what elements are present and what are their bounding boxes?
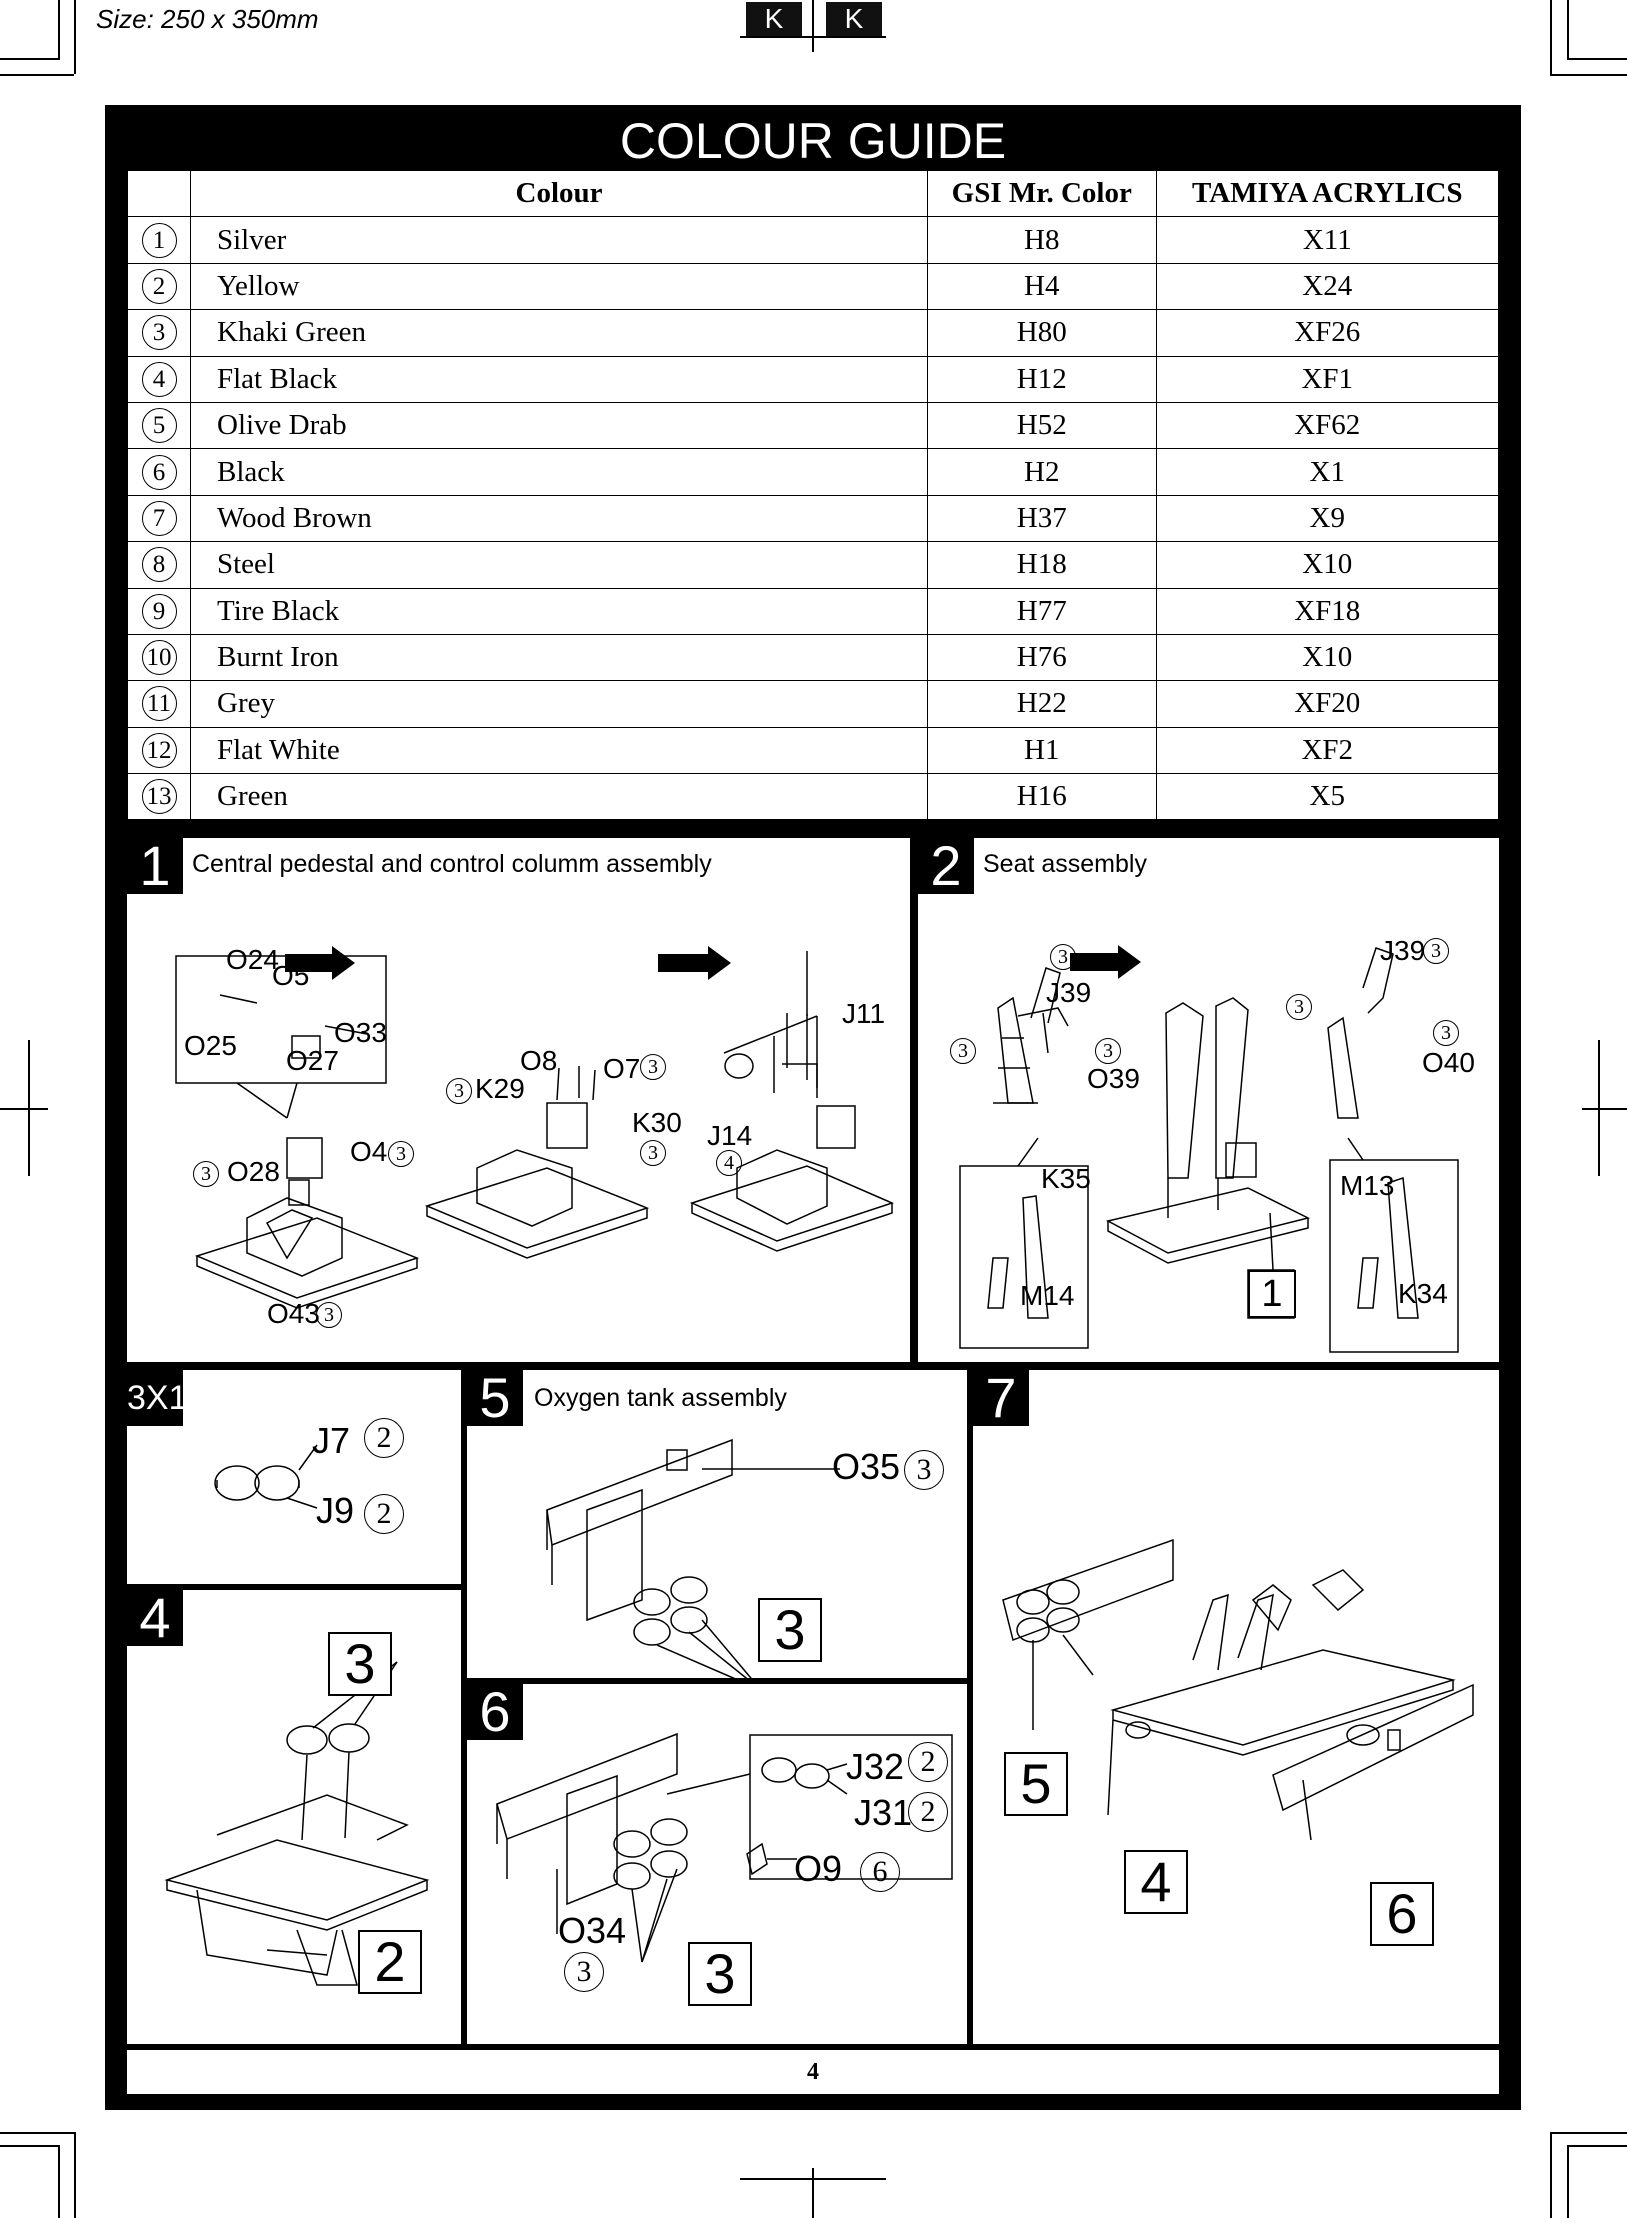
num-cell [128,774,191,820]
part-label: O33 [334,1017,387,1048]
k-badge: K [826,2,882,36]
colour-number-badge: 2 [142,269,177,304]
colour-number-badge: 1 [142,223,177,258]
part-label: O24 [226,944,279,975]
part-label: M13 [1340,1170,1395,1201]
color-ref-badge: 3 [1423,938,1449,964]
color-ref-badge: 2 [364,1494,404,1534]
part-label: O39 [1087,1063,1140,1094]
step-3-diagram [127,1370,461,1584]
colour-number-badge: 6 [142,455,177,490]
colour-number-badge: 7 [142,501,177,536]
step-5-diagram [467,1370,967,1678]
part-label: K34 [1398,1278,1448,1309]
gsi-code-cell: H22 [928,681,1157,727]
part-label: O35 [832,1446,901,1487]
colour-name-cell: Green [191,774,928,820]
tamiya-code-cell: XF1 [1156,356,1498,402]
gsi-header: GSI Mr. Color [928,171,1157,217]
color-ref-badge: 3 [1050,944,1076,970]
colour-name-cell: Wood Brown [191,495,928,541]
step-ref-box: 2 [358,1930,422,1994]
tamiya-code-cell: X11 [1156,217,1498,263]
tamiya-code-cell: XF62 [1156,402,1498,448]
crop-mark [1567,0,1569,58]
colour-number-badge: 9 [142,594,177,629]
crop-mark [1582,1108,1627,1110]
part-label: J9 [316,1490,355,1531]
colour-guide-table [127,170,1499,820]
part-label: O25 [184,1030,237,1061]
color-ref-badge: 3 [193,1161,219,1187]
colour-header: Colour [191,171,928,217]
part-label: O7 [603,1053,641,1084]
color-ref-badge: 3 [1286,994,1312,1020]
colour-number-badge: 11 [142,686,177,721]
color-ref-badge: 3 [446,1078,472,1104]
color-ref-badge: 2 [908,1742,948,1782]
crop-mark [74,0,76,74]
step-4-number: 4 [127,1590,183,1646]
colour-name-cell: Tire Black [191,588,928,634]
k-badge: K [746,2,802,36]
step-5-number: 5 [467,1370,523,1426]
part-label: O8 [520,1045,558,1076]
colour-name-cell: Silver [191,217,928,263]
num-cell [128,356,191,402]
gsi-code-cell: H37 [928,495,1157,541]
gsi-code-cell: H52 [928,402,1157,448]
part-label: O40 [1422,1047,1475,1078]
part-label: J39 [1046,977,1092,1008]
crop-mark [74,2132,76,2218]
num-header [128,171,191,217]
num-cell [128,449,191,495]
tamiya-code-cell: X5 [1156,774,1498,820]
table-row [128,588,1499,634]
part-label: K29 [475,1073,525,1104]
crop-mark [1550,0,1552,74]
crop-mark [0,1108,48,1110]
part-label: J7 [312,1420,351,1461]
part-label: O4 [350,1136,388,1167]
colour-number-badge: 12 [142,733,177,768]
tamiya-code-cell: X9 [1156,495,1498,541]
part-label: O34 [558,1910,627,1951]
crop-mark [812,2168,814,2218]
table-row [128,402,1499,448]
colour-number-badge: 8 [142,547,177,582]
crop-mark [28,1040,30,1176]
color-ref-badge: 3 [640,1054,666,1080]
crop-mark [0,58,60,60]
num-cell [128,681,191,727]
part-label: J39 [1380,935,1426,966]
tamiya-code-cell: X1 [1156,449,1498,495]
part-label: O27 [286,1045,339,1076]
color-ref-badge: 3 [564,1952,604,1992]
crop-mark [0,2132,74,2134]
tamiya-code-cell: X10 [1156,542,1498,588]
gsi-code-cell: H76 [928,634,1157,680]
color-ref-badge: 3 [1095,1038,1121,1064]
part-label: O28 [227,1156,280,1187]
colour-name-cell: Black [191,449,928,495]
crop-mark [812,0,814,52]
crop-mark [1550,74,1627,76]
step-ref-box: 4 [1124,1850,1188,1914]
step-5-title: Oxygen tank assembly [534,1384,787,1412]
tamiya-code-cell: XF18 [1156,588,1498,634]
colour-name-cell: Burnt Iron [191,634,928,680]
part-label: O9 [794,1848,843,1889]
gsi-code-cell: H16 [928,774,1157,820]
colour-name-cell: Flat Black [191,356,928,402]
colour-guide-title: COLOUR GUIDE [619,113,1007,169]
color-ref-badge: 4 [716,1150,742,1176]
tamiya-code-cell: XF26 [1156,310,1498,356]
num-cell [128,542,191,588]
part-label: O5 [272,960,310,991]
step-ref-box: 3 [688,1942,752,2006]
colour-number-badge: 10 [142,640,177,675]
colour-name-cell: Grey [191,681,928,727]
tamiya-code-cell: XF20 [1156,681,1498,727]
page-number: 4 [127,2050,1499,2094]
part-label: K35 [1041,1163,1091,1194]
crop-mark [1550,2132,1627,2134]
num-cell [128,402,191,448]
tamiya-code-cell: XF2 [1156,727,1498,773]
color-ref-badge: 3 [316,1302,342,1328]
part-label: M14 [1020,1280,1075,1311]
tamiya-header: TAMIYA ACRYLICS [1156,171,1498,217]
gsi-code-cell: H1 [928,727,1157,773]
color-ref-badge: 3 [388,1141,414,1167]
gsi-code-cell: H8 [928,217,1157,263]
num-cell [128,310,191,356]
step-7-number: 7 [973,1370,1029,1426]
step-3-number: 3X12 [127,1370,183,1426]
num-cell [128,495,191,541]
colour-name-cell: Flat White [191,727,928,773]
step-1-title: Central pedestal and control columm assembly [192,850,712,878]
colour-name-cell: Khaki Green [191,310,928,356]
color-ref-badge: 3 [904,1450,944,1490]
color-ref-badge: 3 [1433,1020,1459,1046]
tamiya-code-cell: X10 [1156,634,1498,680]
crop-mark [1550,2132,1552,2218]
table-row [128,449,1499,495]
step-ref-box: 3 [758,1598,822,1662]
step-6-number: 6 [467,1684,523,1740]
crop-mark [740,2178,886,2180]
part-label: J11 [842,998,886,1029]
gsi-code-cell: H4 [928,263,1157,309]
colour-name-cell: Olive Drab [191,402,928,448]
table-row [128,774,1499,820]
part-label: K30 [632,1107,682,1138]
num-cell [128,727,191,773]
crop-mark [0,2145,60,2147]
crop-mark [1567,58,1627,60]
colour-name-cell: Steel [191,542,928,588]
gsi-code-cell: H18 [928,542,1157,588]
table-row [128,634,1499,680]
part-label: J31 [854,1792,913,1833]
crop-mark [1598,1040,1600,1176]
num-cell [128,634,191,680]
colour-number-badge: 13 [142,779,177,814]
crop-mark [58,0,60,60]
gsi-code-cell: H12 [928,356,1157,402]
crop-mark [1567,2145,1627,2147]
color-ref-badge: 6 [860,1852,900,1892]
step-ref-box: 3 [328,1632,392,1696]
gsi-code-cell: H2 [928,449,1157,495]
colour-number-badge: 4 [142,362,177,397]
step-ref-box: 1 [1248,1270,1296,1318]
color-ref-badge: 2 [364,1418,404,1458]
table-row [128,310,1499,356]
table-row [128,217,1499,263]
gsi-code-cell: H80 [928,310,1157,356]
crop-mark [58,2145,60,2218]
crop-mark [0,74,74,76]
crop-mark [1567,2145,1569,2218]
size-label: Size: 250 x 350mm [96,4,319,34]
table-row [128,727,1499,773]
colour-number-badge: 5 [142,408,177,443]
step-ref-box: 6 [1370,1882,1434,1946]
table-row [128,495,1499,541]
step-2-number: 2 [918,838,974,894]
part-label: O43 [267,1298,320,1329]
colour-name-cell: Yellow [191,263,928,309]
part-label: J14 [707,1120,753,1151]
color-ref-badge: 2 [908,1792,948,1832]
tamiya-code-cell: X24 [1156,263,1498,309]
table-row [128,263,1499,309]
step-ref-box: 5 [1004,1752,1068,1816]
table-row [128,542,1499,588]
colour-number-badge: 3 [142,315,177,350]
table-row [128,356,1499,402]
table-row [128,681,1499,727]
num-cell [128,217,191,263]
color-ref-badge: 3 [950,1038,976,1064]
part-label: J32 [846,1746,905,1787]
step-1-number: 1 [127,838,183,894]
table-header-row [128,171,1499,217]
color-ref-badge: 3 [640,1140,666,1166]
crop-mark [740,36,886,38]
num-cell [128,588,191,634]
step-2-title: Seat assembly [983,850,1147,878]
gsi-code-cell: H77 [928,588,1157,634]
num-cell [128,263,191,309]
